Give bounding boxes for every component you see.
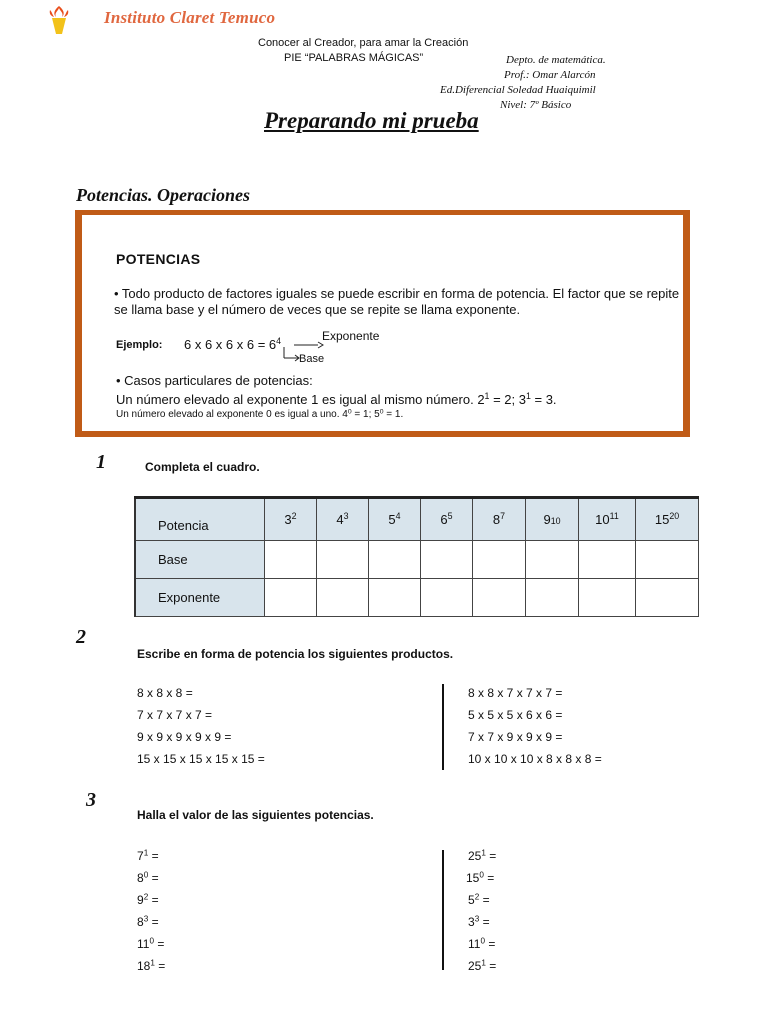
educator-line: Ed.Diferencial Soledad Huaiquimil bbox=[440, 84, 596, 96]
course-info bbox=[440, 53, 606, 113]
list-item: $25^1$ = bbox=[468, 848, 497, 863]
question-number-3: 3 bbox=[86, 789, 96, 811]
list-item: 7 x 7 x 9 x 9 x 9 = bbox=[468, 730, 563, 744]
answer-cell[interactable] bbox=[369, 541, 421, 579]
list-item: $5^2$ = bbox=[468, 892, 490, 907]
power-cell: $15^{20}$ bbox=[636, 498, 699, 541]
case-exponent-one: Un número elevado al exponente 1 es igual al mismo número. $2^1 = 2$; $3^1 = 3$. bbox=[116, 391, 557, 407]
school-logo bbox=[44, 4, 74, 36]
base-label: Base bbox=[299, 353, 325, 365]
school-name: Instituto Claret Temuco bbox=[104, 8, 276, 27]
list-item: $8^0$ = bbox=[137, 870, 159, 885]
list-item: $11^0$ = bbox=[468, 936, 496, 951]
answer-cell[interactable] bbox=[421, 541, 473, 579]
list-item: $25^1$ = bbox=[468, 958, 497, 973]
answer-cell[interactable] bbox=[473, 541, 526, 579]
list-item: $15^0$ = bbox=[466, 870, 495, 885]
cases-title: • Casos particulares de potencias: bbox=[116, 373, 313, 388]
power-cell: 910 bbox=[526, 498, 579, 541]
section-title: Potencias. Operaciones bbox=[76, 185, 250, 205]
definition-body: • Todo producto de factores iguales se puede escribir en forma de potencia. El factor que se repite se llama base y el número de veces que se repite se llama exponente. bbox=[114, 286, 680, 317]
list-item: $9^2$ = bbox=[137, 892, 159, 907]
question-2-instruction: Escribe en forma de potencia los siguientes productos. bbox=[137, 647, 454, 661]
example-expression: 6 x 6 x 6 x $6 = 6^4$ bbox=[184, 336, 282, 352]
list-item: 9 x 9 x 9 x 9 x 9 = bbox=[137, 730, 232, 744]
list-item: 7 x 7 x 7 x 7 = bbox=[137, 708, 213, 722]
power-cell: $4^3$ bbox=[317, 498, 369, 541]
power-cell: $6^5$ bbox=[421, 498, 473, 541]
answer-cell[interactable] bbox=[473, 579, 526, 617]
question-2-right-list bbox=[468, 682, 602, 770]
row-label-potencia: Potencia bbox=[135, 498, 265, 541]
answer-cell[interactable] bbox=[421, 579, 473, 617]
question-1-instruction: Completa el cuadro. bbox=[145, 460, 260, 474]
column-divider bbox=[442, 684, 444, 770]
list-item: 10 x 10 x 10 x 8 x 8 x 8 = bbox=[468, 752, 602, 766]
page-title: Preparando mi prueba bbox=[264, 108, 479, 133]
question-2-left-list bbox=[137, 682, 265, 770]
answer-cell[interactable] bbox=[265, 579, 317, 617]
question-3-instruction: Halla el valor de las siguientes potencias. bbox=[137, 808, 374, 822]
table-row-exponente bbox=[135, 579, 699, 617]
table-row-base bbox=[135, 541, 699, 579]
question-number-2: 2 bbox=[76, 626, 86, 648]
case-exponent-zero: Un número elevado al exponente 0 es igual a uno. $4^0 = 1$; $5^0 = 1$. bbox=[116, 408, 404, 420]
list-item: $8^3$ = bbox=[137, 914, 159, 929]
answer-cell[interactable] bbox=[317, 541, 369, 579]
answer-cell[interactable] bbox=[369, 579, 421, 617]
answer-cell[interactable] bbox=[636, 541, 699, 579]
department-line: Depto. de matemática. bbox=[506, 54, 606, 66]
school-motto: Conocer al Creador, para amar la Creación bbox=[258, 37, 469, 49]
power-cell: $3^2$ bbox=[265, 498, 317, 541]
list-item: 8 x 8 x 7 x 7 x 7 = bbox=[468, 686, 563, 700]
example-label: Ejemplo: bbox=[116, 339, 163, 351]
table-row-potencia bbox=[135, 498, 699, 541]
answer-cell[interactable] bbox=[579, 541, 636, 579]
power-cell: $8^7$ bbox=[473, 498, 526, 541]
answer-cell[interactable] bbox=[526, 579, 579, 617]
question-3-right-list bbox=[466, 845, 496, 977]
powers-table bbox=[134, 496, 699, 617]
answer-cell[interactable] bbox=[526, 541, 579, 579]
list-item: 5 x 5 x 5 x 6 x 6 = bbox=[468, 708, 563, 722]
list-item: $11^0$ = bbox=[137, 936, 165, 951]
list-item: $7^1$ = bbox=[137, 848, 159, 863]
row-label-base: Base bbox=[135, 541, 265, 579]
list-item: $18^1$ = bbox=[137, 958, 166, 973]
program-name: PIE “PALABRAS MÁGICAS” bbox=[284, 52, 424, 64]
level-line: Nivel: 7º Básico bbox=[500, 99, 572, 111]
row-label-exponente: Exponente bbox=[135, 579, 265, 617]
answer-cell[interactable] bbox=[579, 579, 636, 617]
power-cell: $10^{11}$ bbox=[579, 498, 636, 541]
teacher-line: Prof.: Omar Alarcón bbox=[504, 69, 596, 81]
list-item: $3^3$ = bbox=[468, 914, 490, 929]
list-item: 8 x 8 x 8 = bbox=[137, 686, 193, 700]
list-item: 15 x 15 x 15 x 15 x 15 = bbox=[137, 752, 265, 766]
question-3-left-list bbox=[137, 845, 165, 977]
answer-cell[interactable] bbox=[636, 579, 699, 617]
answer-cell[interactable] bbox=[265, 541, 317, 579]
theory-heading: POTENCIAS bbox=[116, 251, 201, 267]
exponent-label: Exponente bbox=[322, 329, 380, 343]
answer-cell[interactable] bbox=[317, 579, 369, 617]
definition-text bbox=[114, 286, 680, 318]
column-divider bbox=[442, 850, 444, 970]
question-number-1: 1 bbox=[96, 451, 106, 473]
power-cell: $5^4$ bbox=[369, 498, 421, 541]
